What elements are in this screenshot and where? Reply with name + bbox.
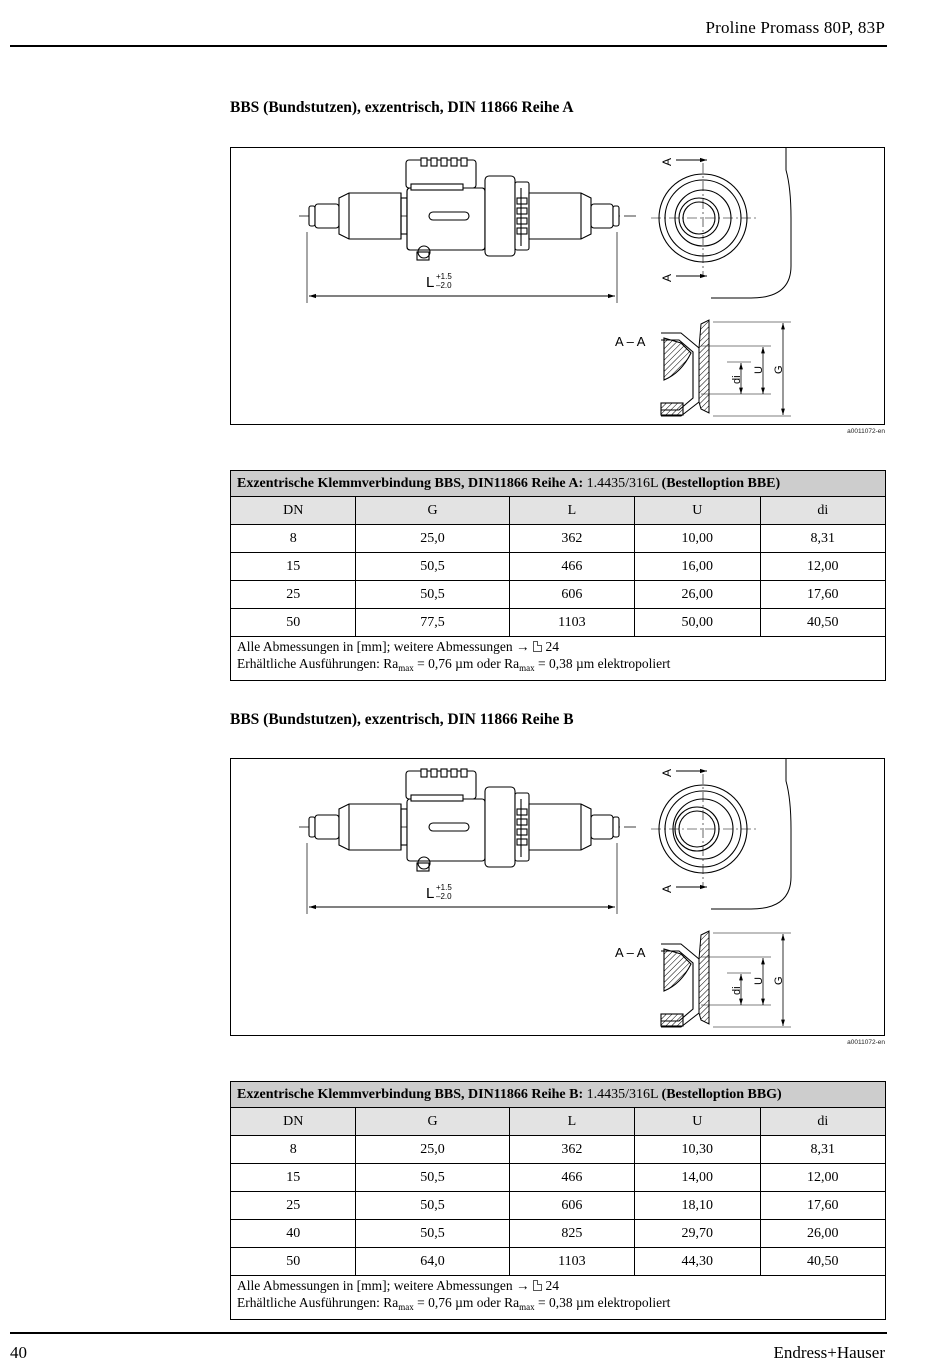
table-footnote: Alle Abmessungen in [mm]; weitere Abmessungen → 24 Erhältliche Ausführungen: $Ra_{max} = 0,76$ µm oder $Ra_{max} = 0,38$ µm elektropoliert bbox=[231, 637, 886, 681]
marker-a-top: A bbox=[660, 157, 674, 166]
header-title: Proline Promass 80P, 83P bbox=[705, 18, 885, 37]
column-header: G bbox=[356, 1108, 509, 1136]
table-cell: 15 bbox=[231, 553, 356, 581]
table-cell: 15 bbox=[231, 1164, 356, 1192]
table-cell: 8,31 bbox=[760, 1136, 885, 1164]
table-cell: 40 bbox=[231, 1220, 356, 1248]
table-cell: 606 bbox=[509, 581, 634, 609]
table-cell: 362 bbox=[509, 1136, 634, 1164]
table-cell: 25 bbox=[231, 1192, 356, 1220]
table-cell: 12,00 bbox=[760, 553, 885, 581]
column-header: U bbox=[635, 497, 760, 525]
table-cell: 26,00 bbox=[635, 581, 760, 609]
table-row bbox=[231, 1248, 886, 1276]
table-cell: 18,10 bbox=[635, 1192, 760, 1220]
table-cell: 25 bbox=[231, 581, 356, 609]
table-cell: 17,60 bbox=[760, 581, 885, 609]
dim-U-label: U bbox=[753, 977, 765, 985]
table-cell: 50,00 bbox=[635, 609, 760, 637]
dim-L-label: L bbox=[426, 274, 435, 291]
table-cell: 50 bbox=[231, 609, 356, 637]
tol-minus: –2.0 bbox=[436, 892, 452, 901]
section-label: A – A bbox=[615, 945, 646, 960]
drawing-b bbox=[231, 759, 885, 1036]
table-cell: 50,5 bbox=[356, 1192, 509, 1220]
dim-U-label: U bbox=[753, 366, 765, 374]
table-cell: 362 bbox=[509, 525, 634, 553]
table-cell: 29,70 bbox=[635, 1220, 760, 1248]
dim-di-label: di bbox=[731, 375, 743, 384]
table-cell: 466 bbox=[509, 553, 634, 581]
marker-a-bottom: A bbox=[660, 884, 674, 893]
table-cell: 26,00 bbox=[760, 1220, 885, 1248]
dim-di-label: di bbox=[731, 986, 743, 995]
table-cell: 50 bbox=[231, 1248, 356, 1276]
table-cell: 825 bbox=[509, 1220, 634, 1248]
table-row bbox=[231, 581, 886, 609]
table-cell: 50,5 bbox=[356, 553, 509, 581]
table-row bbox=[231, 1136, 886, 1164]
table-cell: 25,0 bbox=[356, 525, 509, 553]
table-row bbox=[231, 1220, 886, 1248]
table-cell: 12,00 bbox=[760, 1164, 885, 1192]
table-cell: 40,50 bbox=[760, 1248, 885, 1276]
table-cell: 40,50 bbox=[760, 609, 885, 637]
table-row bbox=[231, 1164, 886, 1192]
table-cell: 8 bbox=[231, 1136, 356, 1164]
column-header: L bbox=[509, 497, 634, 525]
tol-plus: +1.5 bbox=[436, 883, 452, 892]
table-cell: 1103 bbox=[509, 1248, 634, 1276]
table-cell: 64,0 bbox=[356, 1248, 509, 1276]
section-title-a: BBS (Bundstutzen), exzentrisch, DIN 11866 Reihe A bbox=[230, 99, 574, 116]
table-row bbox=[231, 1192, 886, 1220]
column-header: L bbox=[509, 1108, 634, 1136]
table-footnote: Alle Abmessungen in [mm]; weitere Abmessungen → 24 Erhältliche Ausführungen: $Ra_{max} = 0,76$ µm oder $Ra_{max} = 0,38$ µm elektropoliert bbox=[231, 1276, 886, 1320]
marker-a-top: A bbox=[660, 768, 674, 777]
table-header-row bbox=[231, 497, 886, 525]
table-cell: 17,60 bbox=[760, 1192, 885, 1220]
column-header: G bbox=[356, 497, 509, 525]
page-reference-icon bbox=[533, 641, 542, 652]
header-rule bbox=[10, 45, 887, 47]
table-cell: 25,0 bbox=[356, 1136, 509, 1164]
column-header: U bbox=[635, 1108, 760, 1136]
table-cell: 16,00 bbox=[635, 553, 760, 581]
table-cell: 14,00 bbox=[635, 1164, 760, 1192]
tol-plus: +1.5 bbox=[436, 272, 452, 281]
spec-table-a bbox=[230, 470, 886, 681]
column-header: di bbox=[760, 497, 885, 525]
marker-a-bottom: A bbox=[660, 273, 674, 282]
table-cell: 77,5 bbox=[356, 609, 509, 637]
figure-a bbox=[230, 147, 885, 425]
table-cell: 50,5 bbox=[356, 1164, 509, 1192]
table-row bbox=[231, 609, 886, 637]
table-cell: 10,00 bbox=[635, 525, 760, 553]
brand-name: Endress+Hauser bbox=[773, 1343, 885, 1362]
page-number: 40 bbox=[10, 1343, 27, 1362]
column-header: di bbox=[760, 1108, 885, 1136]
table-cell: 44,30 bbox=[635, 1248, 760, 1276]
section-title-b: BBS (Bundstutzen), exzentrisch, DIN 11866 Reihe B bbox=[230, 711, 574, 728]
column-header: DN bbox=[231, 1108, 356, 1136]
table-cell: 10,30 bbox=[635, 1136, 760, 1164]
dim-G-label: G bbox=[773, 976, 785, 985]
figure-id-b: a0011072-en bbox=[847, 1039, 885, 1046]
table-caption: Exzentrische Klemmverbindung BBS, DIN11866 Reihe A: 1.4435/316L (Bestelloption BBE) bbox=[231, 471, 886, 497]
footer-rule bbox=[10, 1332, 887, 1334]
table-cell: 606 bbox=[509, 1192, 634, 1220]
table-caption: Exzentrische Klemmverbindung BBS, DIN11866 Reihe B: 1.4435/316L (Bestelloption BBG) bbox=[231, 1082, 886, 1108]
table-row bbox=[231, 525, 886, 553]
table-header-row bbox=[231, 1108, 886, 1136]
dim-G-label: G bbox=[773, 365, 785, 374]
column-header: DN bbox=[231, 497, 356, 525]
section-label: A – A bbox=[615, 334, 646, 349]
table-cell: 466 bbox=[509, 1164, 634, 1192]
figure-id-a: a0011072-en bbox=[847, 428, 885, 435]
table-cell: 50,5 bbox=[356, 1220, 509, 1248]
table-cell: 8,31 bbox=[760, 525, 885, 553]
page-reference-icon bbox=[533, 1280, 542, 1291]
table-cell: 1103 bbox=[509, 609, 634, 637]
spec-table-b bbox=[230, 1081, 886, 1320]
table-cell: 50,5 bbox=[356, 581, 509, 609]
figure-b bbox=[230, 758, 885, 1036]
drawing-a bbox=[231, 148, 885, 425]
table-cell: 8 bbox=[231, 525, 356, 553]
table-row bbox=[231, 553, 886, 581]
dim-L-label: L bbox=[426, 885, 435, 902]
tol-minus: –2.0 bbox=[436, 281, 452, 290]
